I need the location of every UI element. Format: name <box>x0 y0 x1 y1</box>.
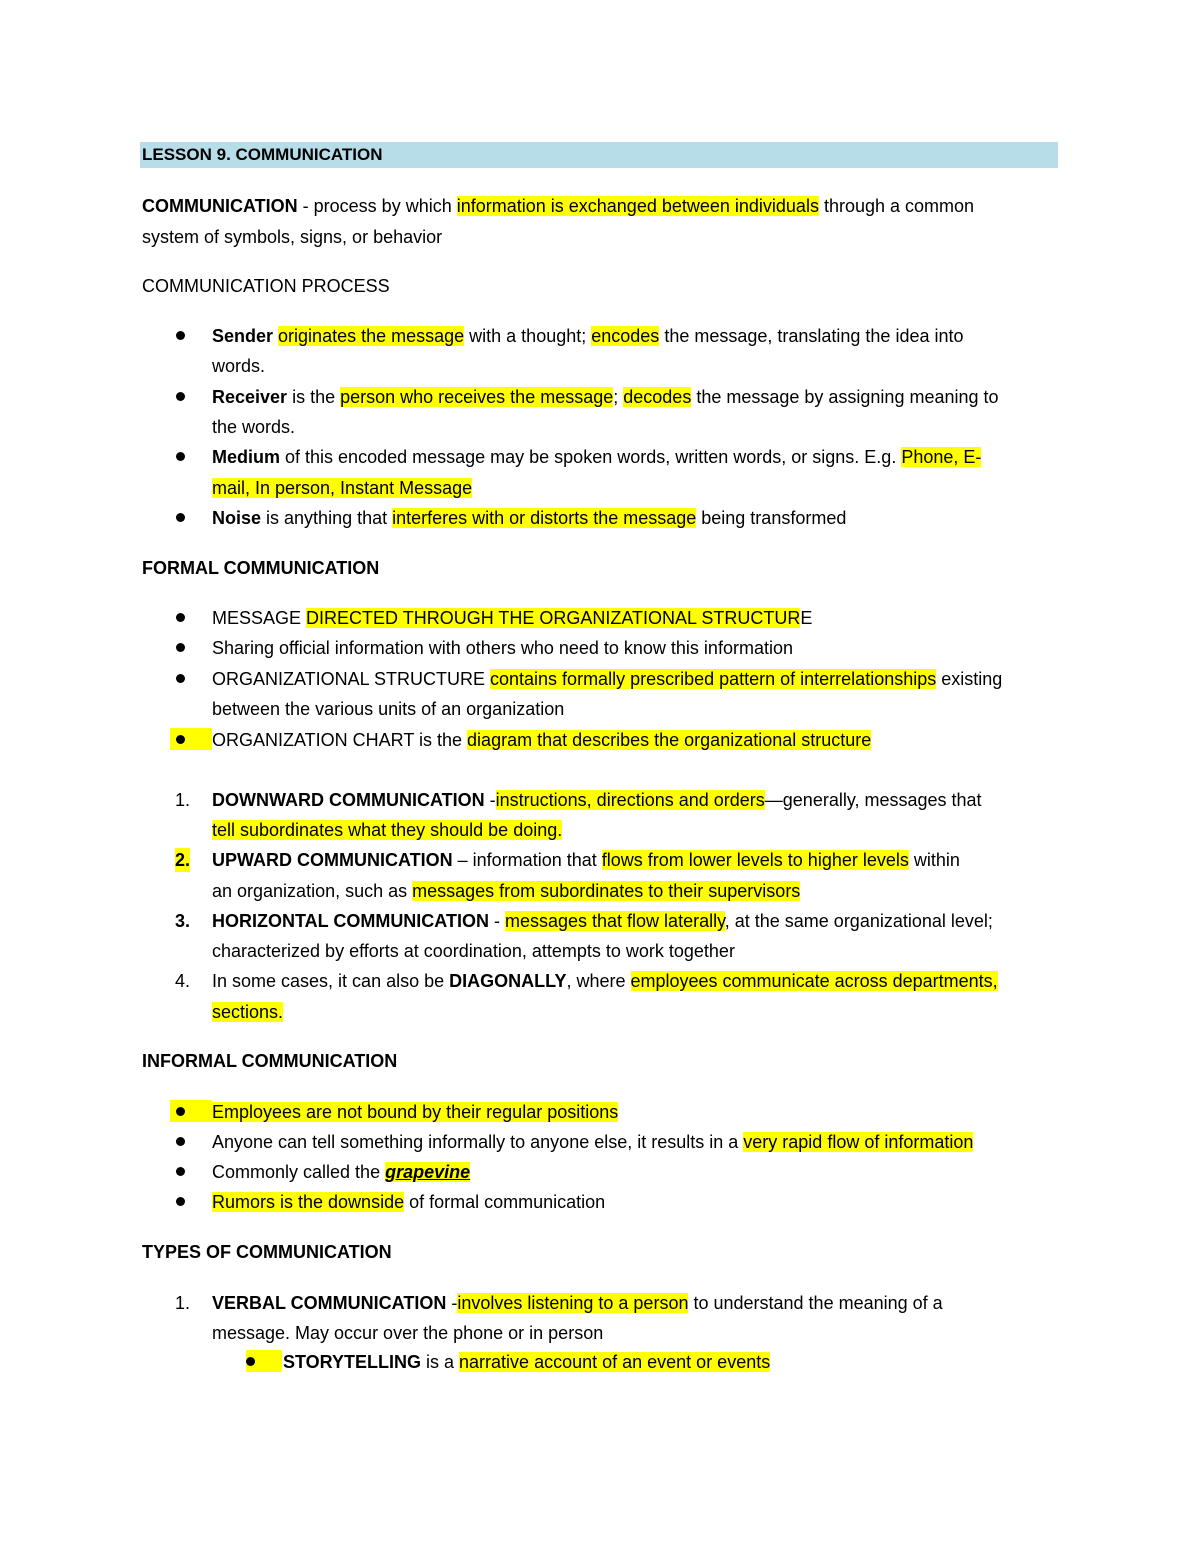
list-item-downward: DOWNWARD COMMUNICATION -instructions, directions and orders—generally, messages that <box>212 790 982 810</box>
list-item-formal-3: ORGANIZATIONAL STRUCTURE contains formally prescribed pattern of interrelationships existing <box>212 669 1003 689</box>
list-number: 2. <box>175 850 191 870</box>
bullet-icon <box>176 735 185 744</box>
bullet-icon <box>176 674 185 683</box>
list-item-informal-4: Rumors is the downside of formal communication <box>212 1192 606 1212</box>
list-item-receiver-cont: the words. <box>212 417 296 437</box>
grapevine-term: grapevine <box>385 1162 471 1182</box>
bullet-icon <box>176 1137 185 1146</box>
list-number: 4. <box>175 971 191 991</box>
list-item-diagonal-cont: sections. <box>212 1002 284 1022</box>
list-item-horizontal-cont: characterized by efforts at coordination, attempts to work together <box>212 941 735 961</box>
list-number: 1. <box>175 790 191 810</box>
list-item-sender: Sender originates the message with a thought; encodes the message, translating the idea into <box>212 326 964 346</box>
section-heading-informal: INFORMAL COMMUNICATION <box>142 1051 398 1071</box>
list-item-informal-3: Commonly called the grapevine <box>212 1162 471 1182</box>
list-item-upward: UPWARD COMMUNICATION – information that flows from lower levels to higher levels within <box>212 850 960 870</box>
bullet-icon <box>176 1107 185 1116</box>
list-item-diagonal: In some cases, it can also be DIAGONALLY, where employees communicate across departments, <box>212 971 998 991</box>
list-item-horizontal: HORIZONTAL COMMUNICATION - messages that flow laterally, at the same organizational level; <box>212 911 993 931</box>
sub-list-item-storytelling: STORYTELLING is a narrative account of an event or events <box>283 1352 771 1372</box>
bullet-icon <box>176 331 185 340</box>
section-heading-process: COMMUNICATION PROCESS <box>142 276 390 296</box>
list-item-informal-1: Employees are not bound by their regular positions <box>212 1102 619 1122</box>
list-item-formal-2: Sharing official information with others who need to know this information <box>212 638 793 658</box>
list-item-upward-cont: an organization, such as messages from subordinates to their supervisors <box>212 881 801 901</box>
definition-line-1: COMMUNICATION - process by which information is exchanged between individuals through a common <box>142 196 975 216</box>
bullet-icon <box>176 613 185 622</box>
list-item-informal-2: Anyone can tell something informally to anyone else, it results in a very rapid flow of information <box>212 1132 974 1152</box>
list-item-medium: Medium of this encoded message may be spoken words, written words, or signs. E.g. Phone, E- <box>212 447 982 467</box>
list-item-verbal-cont: message. May occur over the phone or in person <box>212 1323 604 1343</box>
list-item-sender-cont: words. <box>212 356 266 376</box>
lesson-title: LESSON 9. COMMUNICATION <box>142 145 383 164</box>
list-item-formal-4: ORGANIZATION CHART is the diagram that describes the organizational structure <box>212 730 872 750</box>
list-item-downward-cont: tell subordinates what they should be doing. <box>212 820 563 840</box>
bullet-icon <box>246 1357 255 1366</box>
list-item-receiver: Receiver is the person who receives the message; decodes the message by assigning meaning to <box>212 387 999 407</box>
list-item-formal-1: MESSAGE DIRECTED THROUGH THE ORGANIZATIONAL STRUCTURE <box>212 608 813 628</box>
list-number: 3. <box>175 911 191 931</box>
list-item-medium-cont: mail, In person, Instant Message <box>212 478 473 498</box>
list-number: 1. <box>175 1293 191 1313</box>
list-item-formal-3-cont: between the various units of an organization <box>212 699 565 719</box>
list-item-verbal: VERBAL COMMUNICATION -involves listening to a person to understand the meaning of a <box>212 1293 943 1313</box>
bullet-icon <box>176 452 185 461</box>
bullet-icon <box>176 1167 185 1176</box>
bullet-icon <box>176 392 185 401</box>
definition-line-2: system of symbols, signs, or behavior <box>142 227 443 247</box>
highlight: information is exchanged between individuals <box>456 196 819 216</box>
section-heading-formal: FORMAL COMMUNICATION <box>142 558 380 578</box>
definition-term: COMMUNICATION <box>142 196 298 216</box>
bullet-icon <box>176 513 185 522</box>
bullet-icon <box>176 1197 185 1206</box>
bullet-icon <box>176 643 185 652</box>
list-item-noise: Noise is anything that interferes with or distorts the message being transformed <box>212 508 847 528</box>
section-heading-types: TYPES OF COMMUNICATION <box>142 1242 392 1262</box>
